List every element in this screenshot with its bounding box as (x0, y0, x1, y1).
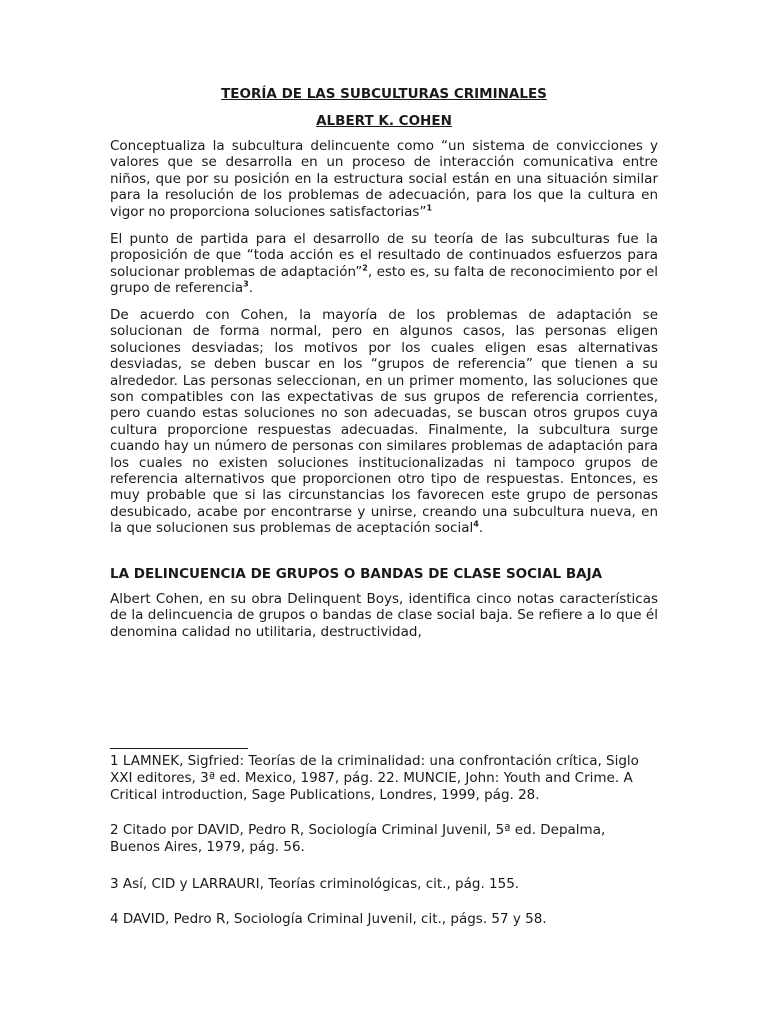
footnote-ref-3: 3 (243, 279, 249, 289)
footnote-separator (110, 748, 248, 749)
footnote-ref-4: 4 (473, 519, 479, 529)
footnote-ref-1: 1 (426, 203, 433, 213)
paragraph-2-text-a: El punto de partida para el desarrollo de su teoría de las subculturas fue la proposición de que “toda acción es el resultado de continuados esfuerzos para solucionar problemas de adaptación” (110, 231, 658, 280)
footnote-4: 4 DAVID, Pedro R, Sociología Criminal Juvenil, cit., págs. 57 y 58. (110, 911, 547, 927)
paragraph-3-tail: . (478, 520, 484, 537)
section-paragraph: Albert Cohen, en su obra Delinquent Boys, identifica cinco notas características de la delincuencia de grupos o bandas de clase social baja. Se refiere a lo que él denomina calidad no utilitaria, destructividad, (110, 591, 658, 640)
footnote-2: 2 Citado por DAVID, Pedro R, Sociología Criminal Juvenil, 5ª ed. Depalma, Buenos Aires, 1979, pág. 56. (110, 822, 606, 855)
footnote-1: 1 LAMNEK, Sigfried: Teorías de la criminalidad: una confrontación crítica, Siglo XXI editores, 3ª ed. Mexico, 1987, pág. 22. MUNCIE, John: Youth and Crime. A Critical introduction, Sage Publications, Londres, 1999, pág. 28. (110, 753, 639, 803)
footnote-3: 3 Así, CID y LARRAURI, Teorías criminológicas, cit., pág. 155. (110, 876, 520, 892)
paragraph-2 (110, 231, 658, 297)
paragraph-1-text: Conceptualiza la subcultura delincuente como “un sistema de convicciones y valores que se desarrolla en un proceso de interacción comunicativa entre niños, que por su posición en la estructura social están en una situación similar para la resolución de los problemas de adecuación, para los que la cultura en vigor no proporciona soluciones satisfactorias” (110, 138, 658, 220)
paragraph-1 (110, 138, 658, 220)
document-author: ALBERT K. COHEN (316, 113, 452, 129)
paragraph-2-text-b: , esto es, su falta de reconocimiento por el grupo de referencia (110, 263, 658, 297)
document-title: TEORÍA DE LAS SUBCULTURAS CRIMINALES (221, 86, 547, 102)
paragraph-3 (110, 307, 658, 537)
paragraph-2-text-c: . (248, 280, 254, 297)
paragraph-3-text: De acuerdo con Cohen, la mayoría de los problemas de adaptación se solucionan de forma normal, pero en algunos casos, las personas eligen soluciones desviadas; los motivos por los cuales eligen esas alternativas desviadas, se deben buscar en los “grupos de referencia” que tienen a su alrededor. Las personas seleccionan, en un primer momento, las soluciones que son compatibles con las expectativas de sus grupos de referencia corrientes, pero cuando estas soluciones no son adecuadas, se buscan otros grupos cuya cultura proporcione respuestas adecuadas. Finalmente, la subcultura surge cuando hay un número de personas con similares problemas de adaptación para los cuales no existen soluciones institucionalizadas ni tampoco grupos de referencia alternativos que proporcionen otro tipo de respuestas. Entonces, es muy probable que si las circunstancias los favorecen este grupo de personas desubicado, acabe por encontrarse y unirse, creando una subcultura nueva, en la que solucionen sus problemas de aceptación social (110, 307, 658, 537)
footnote-ref-2: 2 (362, 263, 368, 273)
section-heading: LA DELINCUENCIA DE GRUPOS O BANDAS DE CLASE SOCIAL BAJA (110, 566, 603, 582)
